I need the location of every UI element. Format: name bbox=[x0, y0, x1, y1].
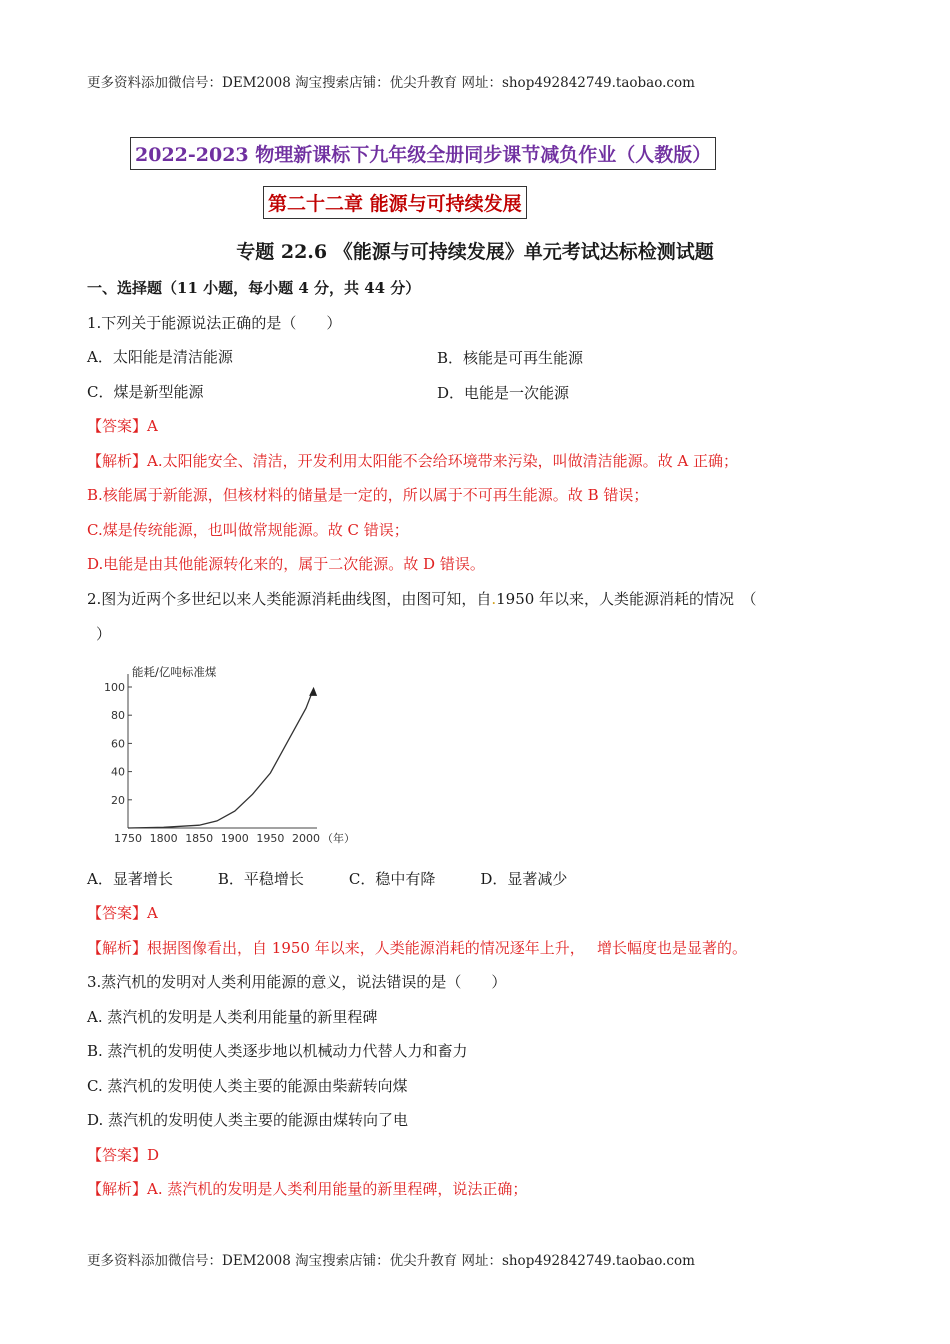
q3-option-a: A. 蒸汽机的发明是人类利用能量的新里程碑 bbox=[87, 1008, 378, 1026]
q1-option-c: C．煤是新型能源 bbox=[87, 383, 204, 401]
q3-answer: 【答案】D bbox=[87, 1146, 160, 1164]
q3-option-d: D. 蒸汽机的发明使人类主要的能源由煤转向了电 bbox=[87, 1111, 409, 1129]
topic-title: 专题 22.6 《能源与可持续发展》单元考试达标检测试题 bbox=[236, 241, 714, 263]
chapter-title: 第二十二章 能源与可持续发展 bbox=[263, 186, 527, 219]
q2-options: A．显著增长 B．平稳增长 C．稳中有降 D．显著减少 bbox=[87, 870, 568, 888]
q3-option-b: B. 蒸汽机的发明使人类逐步地以机械动力代替人力和畜力 bbox=[87, 1042, 468, 1060]
q3-stem: 3.蒸汽机的发明对人类利用能源的意义，说法错误的是（ ） bbox=[87, 973, 507, 991]
header-note: 更多资料添加微信号：DEM2008 淘宝搜索店铺：优尖升教育 网址：shop492842749.taobao.com bbox=[87, 75, 695, 91]
x-tick-label: 1950 bbox=[256, 832, 285, 845]
x-tick-label: 2000 bbox=[292, 832, 320, 845]
q1-explanation-2: B.核能属于新能源，但核材料的储量是一定的，所以属于不可再生能源。故 B 错误； bbox=[87, 486, 649, 504]
q2-answer: 【答案】A bbox=[87, 904, 158, 922]
q3-option-c: C. 蒸汽机的发明使人类主要的能源由柴薪转向煤 bbox=[87, 1077, 408, 1095]
series-title: 2022-2023 物理新课标下九年级全册同步课节减负作业（人教版） bbox=[130, 137, 716, 170]
y-tick-label: 40 bbox=[111, 765, 125, 779]
q2-stem-line2: ） bbox=[96, 625, 112, 643]
q2-stem bbox=[87, 589, 757, 609]
q1-explanation-4: D.电能是由其他能源转化来的，属于二次能源。故 D 错误。 bbox=[87, 555, 485, 573]
x-tick-label: 1750 bbox=[114, 832, 142, 845]
chart-plot bbox=[104, 665, 355, 845]
y-tick-label: 80 bbox=[111, 709, 125, 723]
footer-note: 更多资料添加微信号：DEM2008 淘宝搜索店铺：优尖升教育 网址：shop492842749.taobao.com bbox=[87, 1253, 695, 1269]
q1-explanation-3: C.煤是传统能源，也叫做常规能源。故 C 错误； bbox=[87, 521, 409, 539]
q1-option-b: B．核能是可再生能源 bbox=[437, 349, 584, 367]
x-tick-label: 1900 bbox=[220, 832, 249, 845]
x-tick-label: 1850 bbox=[185, 832, 214, 845]
x-tick-label: 1800 bbox=[149, 832, 178, 845]
q3-explanation: 【解析】A. 蒸汽机的发明是人类利用能量的新里程碑，说法正确； bbox=[87, 1180, 528, 1198]
y-tick-label: 60 bbox=[111, 737, 125, 751]
q2-stem-dot: . bbox=[491, 590, 497, 608]
q2-stem-a: 2.图为近两个多世纪以来人类能源消耗曲线图，由图可知，自 bbox=[87, 590, 492, 608]
q1-option-a: A．太阳能是清洁能源 bbox=[87, 348, 233, 366]
q2-stem-b: 1950 年以来，人类能源消耗的情况 （ bbox=[496, 590, 757, 608]
q1-option-d: D．电能是一次能源 bbox=[437, 384, 570, 402]
y-tick-label: 20 bbox=[111, 793, 125, 807]
q1-explanation-1: 【解析】A.太阳能安全、清洁，开发利用太阳能不会给环境带来污染，叫做清洁能源。故 A 正确； bbox=[87, 452, 738, 470]
q1-stem: 1.下列关于能源说法正确的是（ ） bbox=[87, 314, 342, 332]
y-tick-label: 100 bbox=[104, 681, 125, 694]
series-curve bbox=[128, 690, 313, 828]
q1-answer: 【答案】A bbox=[87, 417, 158, 435]
y-axis-label: 能耗/亿吨标准煤 bbox=[132, 665, 217, 679]
section-heading: 一、选择题（11 小题，每小题 4 分，共 44 分） bbox=[87, 279, 421, 297]
energy-consumption-chart bbox=[95, 660, 365, 845]
q2-explanation: 【解析】根据图像看出，自 1950 年以来，人类能源消耗的情况逐年上升， 增长幅度也是显著的。 bbox=[87, 939, 747, 957]
curve-arrowhead bbox=[309, 687, 317, 696]
x-axis-label: （年） bbox=[322, 832, 355, 845]
